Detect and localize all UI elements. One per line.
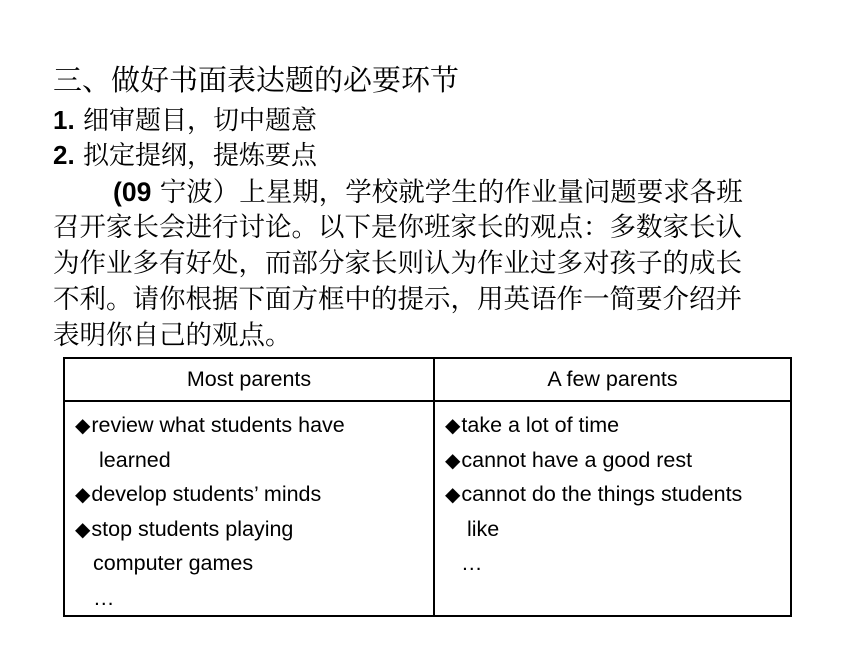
list-item	[75, 408, 433, 443]
diamond-bullet-icon: ◆	[445, 415, 461, 437]
list-item	[445, 477, 790, 512]
list-item	[75, 477, 433, 512]
paragraph-line-1	[53, 174, 805, 210]
list-item	[75, 512, 433, 547]
paragraph-line-2: 召开家长会进行讨论。以下是你班家长的观点：多数家长认	[53, 212, 742, 243]
diamond-bullet-icon: ◆	[445, 484, 461, 506]
diamond-bullet-icon: ◆	[75, 415, 91, 437]
paragraph-line-3: 为作业多有好处，而部分家长则认为作业过多对孩子的成长	[53, 248, 742, 279]
paragraph-line-4: 不利。请你根据下面方框中的提示，用英语作一简要介绍并	[53, 284, 742, 315]
few-item-3-continued: like	[467, 516, 500, 541]
list-item	[445, 408, 790, 443]
slide-title: 三、做好书面表达题的必要环节	[53, 63, 460, 97]
few-parents-cell	[434, 401, 791, 616]
subheading-2-text: 拟定提纲，提炼要点	[74, 141, 317, 171]
most-item-3: stop students playing	[91, 516, 294, 541]
diamond-bullet-icon: ◆	[75, 484, 91, 506]
paragraph-line-5: 表明你自己的观点。	[53, 320, 292, 351]
most-item-1-continued: learned	[99, 447, 171, 472]
list-item	[445, 443, 790, 478]
subheading-1-number: 1.	[53, 105, 75, 135]
table-body-row	[64, 401, 791, 616]
diamond-bullet-icon: ◆	[75, 518, 91, 541]
most-item-3-continued: computer games	[93, 551, 254, 575]
few-ellipsis: …	[461, 551, 483, 575]
most-ellipsis: …	[93, 585, 115, 610]
task-paragraph	[53, 174, 805, 354]
tips-table	[63, 357, 792, 617]
diamond-bullet-icon: ◆	[445, 449, 461, 472]
few-item-2: cannot have a good rest	[461, 447, 693, 472]
header-most-parents: Most parents	[64, 358, 434, 401]
paragraph-year: (09	[113, 177, 152, 207]
most-item-1: review what students have	[91, 413, 345, 437]
paragraph-line-1-text: 宁波）上星期，学校就学生的作业量问题要求各班	[151, 177, 743, 208]
most-item-2: develop students’ minds	[91, 482, 322, 506]
table-header-row	[64, 358, 791, 401]
subheading-2-number: 2.	[53, 140, 75, 170]
header-few-parents: A few parents	[434, 358, 791, 401]
subheading-1	[53, 103, 317, 138]
few-item-3: cannot do the things students	[461, 482, 743, 506]
most-parents-cell	[64, 401, 434, 616]
subheading-2	[53, 138, 317, 173]
subheading-1-text: 细审题目，切中题意	[74, 106, 317, 136]
few-item-1: take a lot of time	[461, 413, 620, 437]
